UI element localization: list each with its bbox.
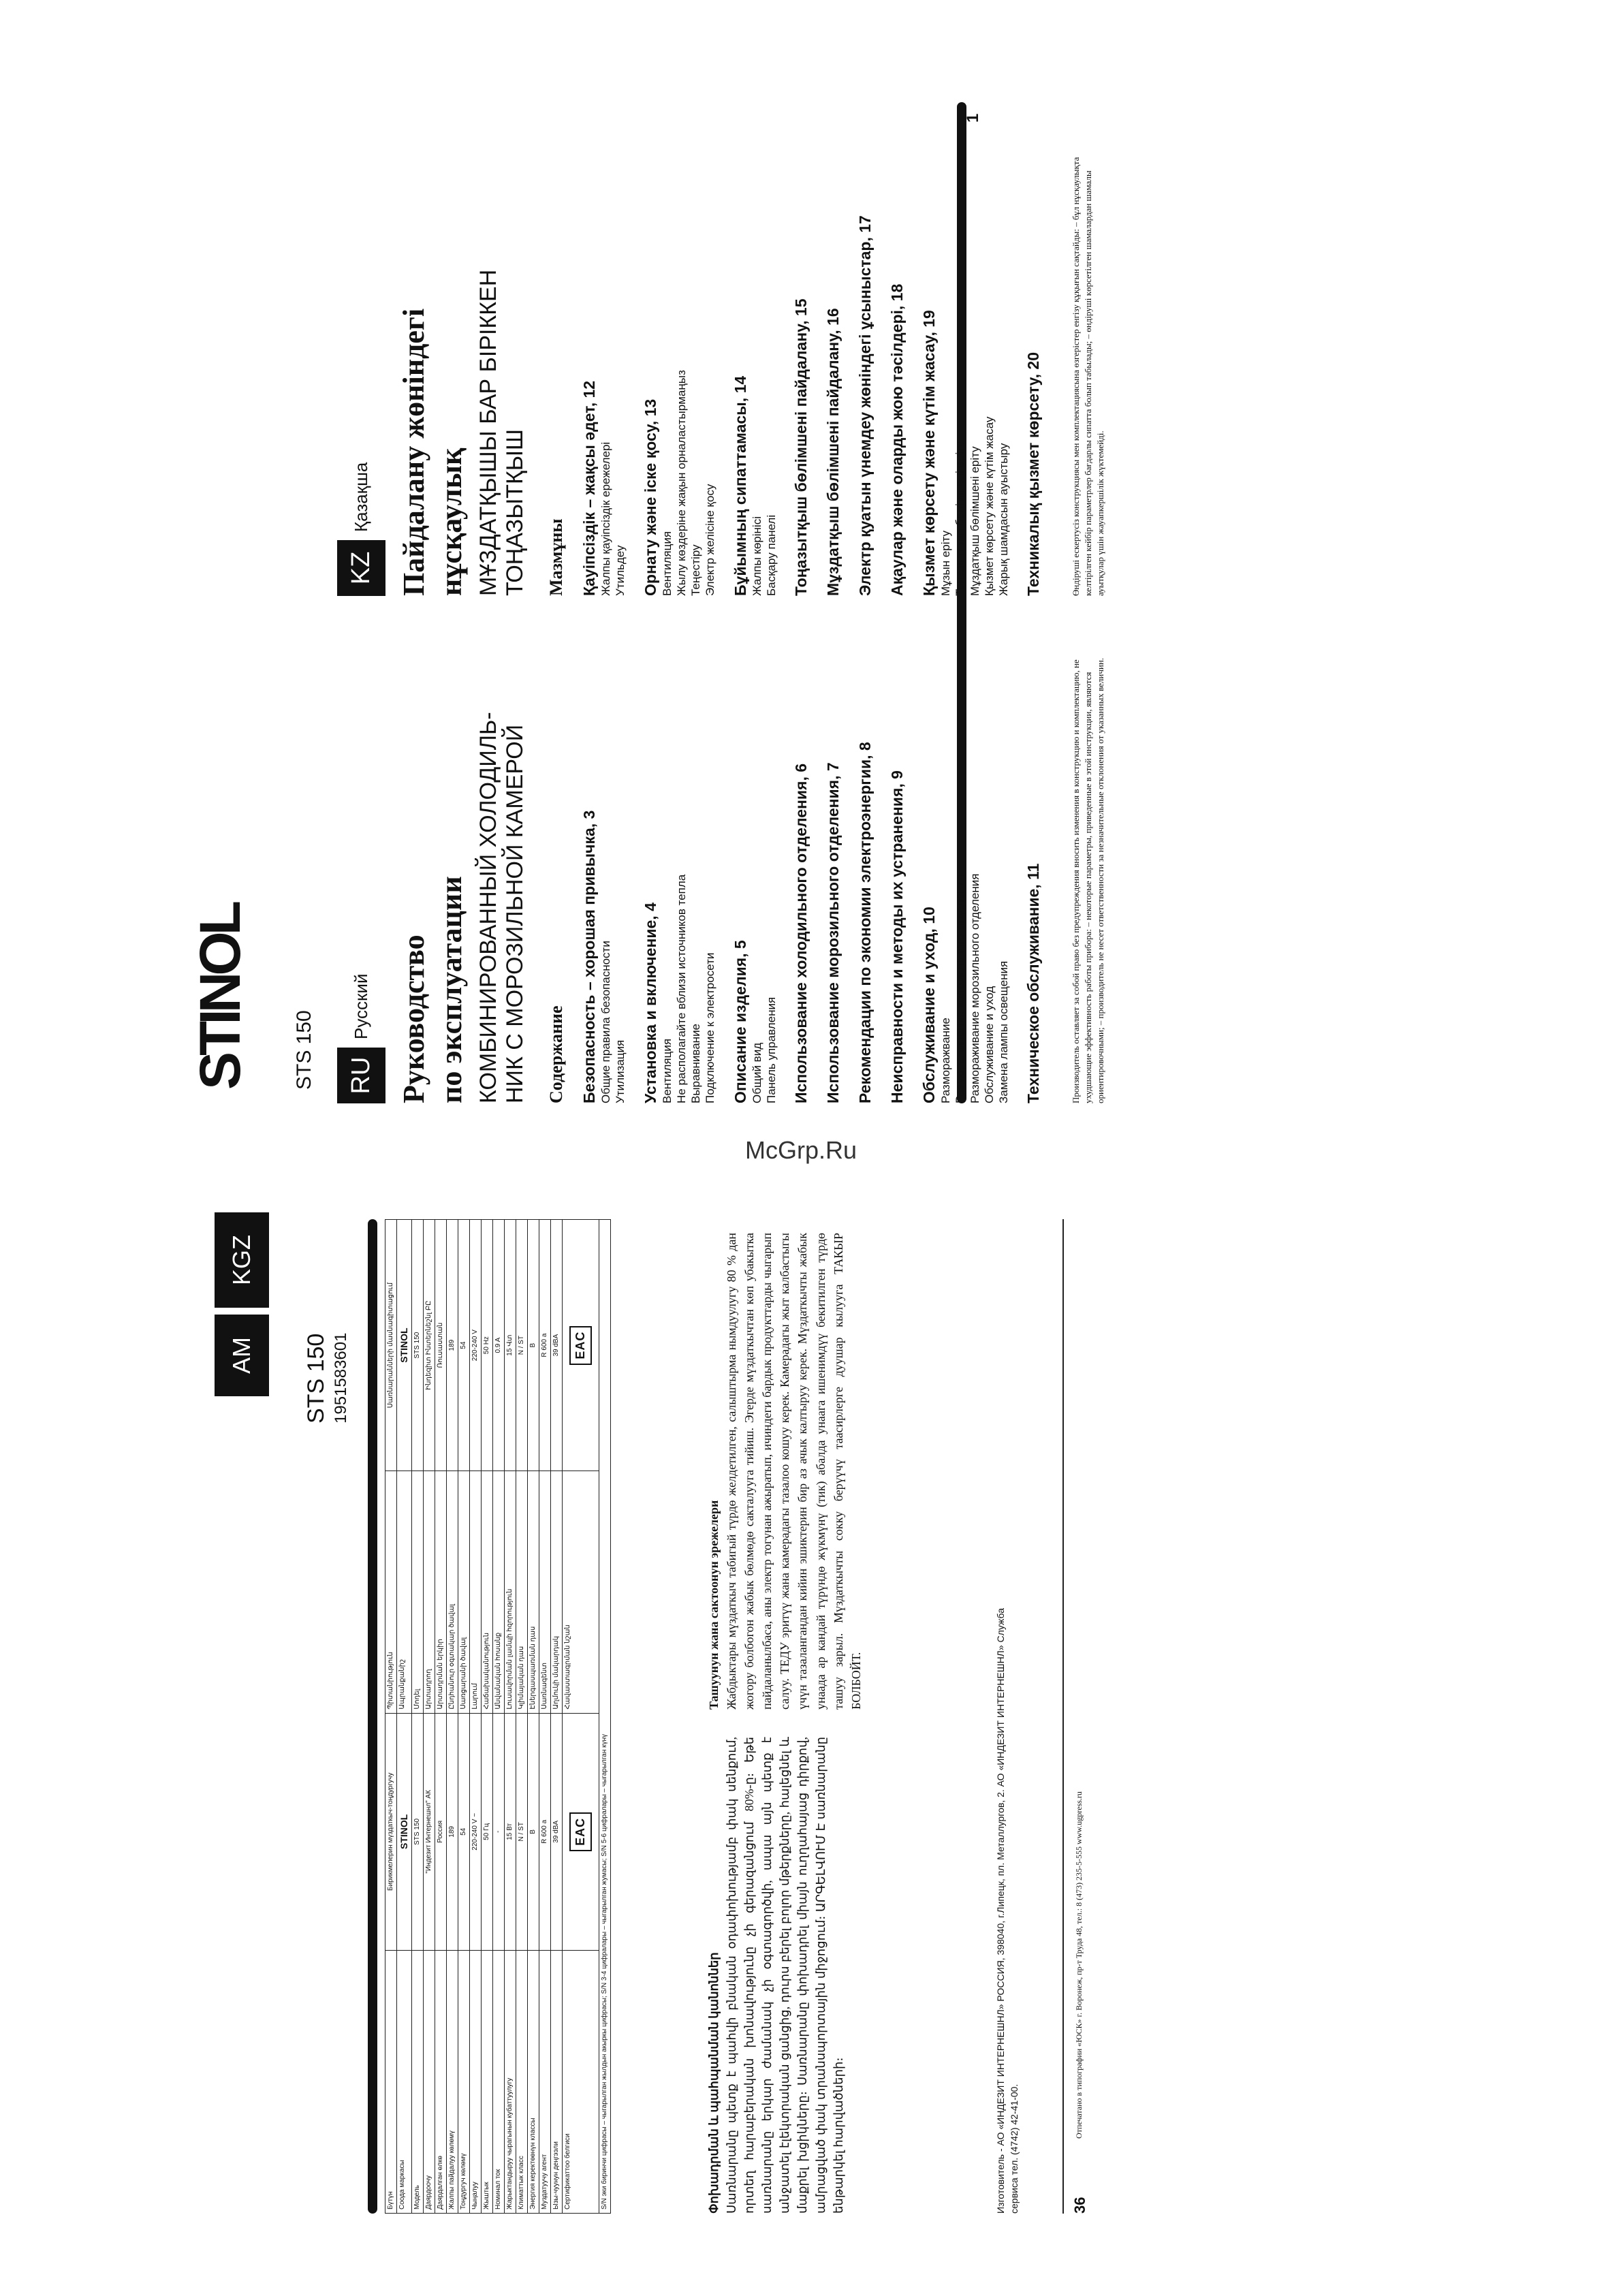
toc-section: Неисправности и методы их устранения, 9 xyxy=(888,770,907,1103)
ru-title-2: по эксплуатации xyxy=(435,876,468,1103)
table-cell: Даярдалган өлкө xyxy=(435,1951,446,2214)
table-header xyxy=(385,1220,397,2214)
table-cell: Россия xyxy=(435,1713,446,1950)
table-cell: N / ST xyxy=(516,1713,527,1950)
top-rule xyxy=(368,1219,377,2214)
toc-section: Обслуживание и уход, 10 xyxy=(920,907,939,1103)
table-cell: 189 xyxy=(446,1713,458,1950)
table-cell: Սառնարանների մասնագիտացում xyxy=(385,1220,397,1471)
table-row xyxy=(469,1220,481,2214)
toc-item: Обслуживание и уход xyxy=(982,986,996,1103)
kz-title-1: Пайдалану жөніндегі xyxy=(397,308,430,596)
table-cell: Աղմուկի մակարդակ xyxy=(550,1471,562,1713)
toc-section: Описание изделия, 5 xyxy=(731,940,749,1103)
toc-item: Тоңазытқыш бөлімшені еріту xyxy=(954,441,967,596)
table-cell: Ызы-чуунун деңгээли xyxy=(550,1951,562,2214)
toc-section: Тоңазытқыш бөлімшені пайдалану, 15 xyxy=(792,298,810,596)
toc-section: Электр қуатын үнемдеу жөніндегі ұсыныстар, 17 xyxy=(856,215,874,596)
table-cell: Жыштык xyxy=(481,1951,492,2214)
table-cell: N / ST xyxy=(516,1220,527,1471)
table-cell: Номинал ток xyxy=(492,1951,504,2214)
table-cell: Հաճախականություն xyxy=(481,1471,492,1713)
toc-item: Утилизация xyxy=(614,1039,627,1103)
table-cell: 220-240 V ~ xyxy=(469,1713,481,1950)
toc-item: Не располагайте вблизи источников тепла xyxy=(674,874,688,1103)
ru-lang-name: Русский xyxy=(351,973,371,1039)
ru-title-1: Руководство xyxy=(397,934,430,1103)
ru-subtitle-2: НИК С МОРОЗИЛЬНОЙ КАМЕРОЙ xyxy=(502,724,529,1103)
table-row xyxy=(435,1220,446,2214)
am-badge: AM xyxy=(215,1315,269,1396)
toc-section: Техническое обслуживание, 11 xyxy=(1024,863,1043,1103)
kz-footnote: Өндіруші ескертусіз конструкциясы мен комплектациясына өзгерістер енгізу құқығын сақтайды: – бұл нұсқаулықта келтірілген кейбір параметрлер бағдарлы сипатта болып табылады; – өндіруші көрсетілген шамалардан шамалы ауытқулар үшін жауапкершілік жүктемейді. xyxy=(1071,157,1105,596)
am-heading: Փոխադրման և պահպանման կանոններ xyxy=(707,1952,721,2214)
toc-item: Общий вид xyxy=(750,1042,763,1103)
toc-section: Рекомендации по экономии электроэнергии, 8 xyxy=(856,742,874,1103)
table-cell: Бирикмелерин мүздаткыч-тоңдургучу xyxy=(385,1713,397,1950)
table-cell: Соода маркасы xyxy=(397,1951,412,2214)
model-label-left: STS 150 xyxy=(303,1333,329,1424)
toc-item: Мұзын еріту xyxy=(939,531,953,596)
toc-section: Использование морозильного отделения, 7 xyxy=(824,762,842,1103)
table-cell: STS 150 xyxy=(411,1220,423,1471)
table-cell: B xyxy=(527,1713,539,1950)
table-row xyxy=(397,1220,412,2214)
print-line: Отпечатано в типографии «ЮСК» г. Воронеж, пр-т Труда 48, тел.: 8 (473) 235-5-555 www.ugpress.ru xyxy=(1074,1791,1084,2139)
toc-item: Размораживание морозильного отделения xyxy=(968,873,981,1103)
footer-rule xyxy=(1062,1219,1064,2214)
eac-cell xyxy=(562,1220,599,1471)
table-row xyxy=(550,1220,562,2214)
table-cell: Ռուսաստան xyxy=(435,1220,446,1471)
table-cell: Даярдоочу xyxy=(423,1951,435,2214)
table-cell: R 600 a xyxy=(539,1220,550,1471)
table-cell: Հավաստագրման նշան xyxy=(562,1471,599,1713)
toc-item: Электр желісіне қосу xyxy=(704,484,717,596)
table-cell: 189 xyxy=(446,1220,458,1471)
table-cell: 15 Вт xyxy=(504,1713,516,1950)
producer-info: Изготовитель - АО «ИНДЕЗИТ ИНТЕРНЕШНЛ» РОССИЯ, 398040, г.Липецк, пл. Металлургов, 2. АО «ИНДЕЗИТ ИНТЕРНЕШНЛ» Служба сервиса тел. (4742) 42-41-00. xyxy=(995,1608,1020,2214)
table-cell: Էներգասպառման դաս xyxy=(527,1471,539,1713)
toc-section: Использование холодильного отделения, 6 xyxy=(792,763,810,1103)
toc-section: Орнату және іске қосу, 13 xyxy=(641,398,659,596)
table-row xyxy=(423,1220,435,2214)
table-cell: 50 Hz xyxy=(481,1220,492,1471)
kz-subtitle-1: МҰЗДАТҚЫШЫ БАР БІРІККЕН xyxy=(475,269,501,596)
toc-section: Мұздатқыш бөлімшені пайдалану, 16 xyxy=(824,308,842,596)
table-cell: Ընդհանուր օգտակար ծավալ xyxy=(446,1471,458,1713)
page-number-left: 36 xyxy=(1071,2197,1088,2214)
table-cell: Чыңалуу xyxy=(469,1951,481,2214)
table-cell: 15 Վտ xyxy=(504,1220,516,1471)
table-cell: 54 xyxy=(458,1220,469,1471)
table-cell: Սառցարանի ծավալ xyxy=(458,1471,469,1713)
kz-toc xyxy=(580,106,1043,596)
table-cell: Լուսավորման լամպի հզորություն xyxy=(504,1471,516,1713)
kz-subtitle-2: ТОҢАЗЫТҚЫШ xyxy=(502,428,529,596)
ru-badge: RU xyxy=(337,1048,385,1103)
table-cell: Климаттык класс xyxy=(516,1951,527,2214)
table-cell: 0.9 A xyxy=(492,1220,504,1471)
toc-item: Выравнивание xyxy=(689,1023,703,1103)
table-cell: "Индезит Интернешнл" АК xyxy=(423,1713,435,1950)
toc-item: Вентиляция xyxy=(660,1038,674,1103)
kgz-paragraph: Жабдыктары мүздаткыч табигый түрдө желдетилген, салыштырма нымдуулугу 80 % дан жогору болбогон жабык бөлмөдө сакталууга тийиш. Эгерде мүздаткычтан көп убакытка пайдаланылбаса, аны электр тогунан ажыратып, ичиндеги бардык продукттарды чыгарып салуу. ТЕДУ эритүү жана камерадагы тазалоо кошуу керек. Камерадагы жыт калбастыгы үчүн тазалангандан кийин эшиктерин бир аз ачык калтыруу керек. Мүздаткычты жабык унаада ар кандай түрүндө жүкмүнү (тик) абалда унаага ишенимдүү бекитилген түрдө ташуу зарыл. Мүздаткычты сокку берүүчү таасирлерге дуушар кылууга ТАКЫР БОЛБОЙТ. xyxy=(725,1233,863,1710)
table-cell: Тоңдургуч көлөмү xyxy=(458,1951,469,2214)
toc-item: Теңестіру xyxy=(689,544,703,596)
toc-item: Жалпы қауіпсіздік ережелері xyxy=(599,441,613,596)
toc-item: Мұздатқыш бөлімшені еріту xyxy=(968,446,981,596)
table-cell: B xyxy=(527,1220,539,1471)
toc-item: Размораживание холодильного отделения xyxy=(954,874,967,1103)
table-cell: Бүтүн xyxy=(385,1951,397,2214)
table-cell: 39 dBA xyxy=(550,1713,562,1950)
am-paragraph: Սառնարանը պետք է պահվի բնական օդափոխությամբ փակ սենքում, որտեղ հարաբերական խոնավությունը չի գերազանցում 80%-ը։ Եթե սառնարանը երկար ժամանակ չի օգտագործվի, ապա այն պետք է անջատել էլեկտրական ցանցից, դուրս բերել բոլոր մթերքները, հալեցնել և մաքրել խցիկները։ Սառնարանը փոխադրել միայն ուղղահայաց դիրքով, ամրացված փակ տրանսպորտային միջոցում։ ԱՐԳԵԼՎՈՒՄ Է սառնարանը ենթարկել հարվածների։ xyxy=(725,1737,845,2214)
table-row xyxy=(599,1220,611,2214)
toc-item: Жалпы көрінісі xyxy=(750,516,763,596)
kz-lang-name: Қазақша xyxy=(351,462,371,532)
table-cell: 39 dBA xyxy=(550,1220,562,1471)
table-cell: STS 150 xyxy=(411,1713,423,1950)
table-cell: STINOL xyxy=(397,1220,412,1471)
table-cell: Сертификаттоо белгиси xyxy=(562,1951,599,2214)
table-cell: Արտադրման երկիր xyxy=(435,1471,446,1713)
ru-toc xyxy=(580,613,1043,1103)
table-cell: R 600 a xyxy=(539,1713,550,1950)
eac-cell xyxy=(562,1713,599,1950)
watermark: McGrp.Ru xyxy=(745,1136,857,1164)
product-code: 1951583601 xyxy=(332,1332,350,1424)
table-cell: Սառնագենտ xyxy=(539,1471,550,1713)
toc-section: Безопасность – хорошая привычка, 3 xyxy=(580,810,599,1103)
serial-note: S/N эки биринчи цифрасы – чыгарылган жылдын акыркы цифрасы; S/N 3-4 цифралары – чыгарылган жумасы; S/N 5-6 цифралары – чыгарылган күнү xyxy=(599,1220,611,2214)
ru-column xyxy=(337,613,1106,1103)
kz-title-2: нұсқаулық xyxy=(435,447,468,596)
toc-item: Разморажвание xyxy=(939,1018,953,1103)
page-number: 1 xyxy=(964,113,982,123)
table-cell: Պիտանիություն xyxy=(385,1471,397,1713)
table-row xyxy=(411,1220,423,2214)
table-row xyxy=(458,1220,469,2214)
toc-item: Замена лампы освещения xyxy=(997,960,1011,1103)
toc-item: Вентиляция xyxy=(660,531,674,596)
table-cell: Жалпы пайдалуу көлөмү xyxy=(446,1951,458,2214)
kgz-heading: Ташуунун жана сактоонун эрежелери xyxy=(707,1500,721,1710)
toc-item: Панель управления xyxy=(764,996,778,1103)
table-row xyxy=(492,1220,504,2214)
kz-contents-heading: Мазмұны xyxy=(546,518,567,596)
am-text-block xyxy=(705,1737,847,2214)
table-row xyxy=(516,1220,527,2214)
toc-section: Техникалық қызмет көрсету, 20 xyxy=(1024,352,1043,596)
right-page xyxy=(174,109,1369,1103)
table-row xyxy=(504,1220,516,2214)
kgz-badge: KGZ xyxy=(215,1212,269,1308)
table-cell: Жарыктандыруу чырагынын кубаттуулугу xyxy=(504,1951,516,2214)
toc-item: Қызмет көрсету және күтім жасау xyxy=(982,416,996,596)
ru-contents-heading: Содержание xyxy=(546,1005,567,1103)
spec-table xyxy=(385,1219,611,2214)
model-label: STS 150 xyxy=(293,1010,315,1090)
toc-section: Қызмет көрсету және күтім жасау, 19 xyxy=(920,310,939,596)
table-row xyxy=(527,1220,539,2214)
eac-mark-icon: EAC xyxy=(569,1326,593,1365)
table-cell: Модель xyxy=(411,1951,423,2214)
brand-logo: STINOL xyxy=(188,905,252,1090)
table-row xyxy=(481,1220,492,2214)
ru-footnote: Производитель оставляет за собой право без предупреждения вносить изменения в конструкцию и комплектацию, не ухудшающие эффективность работы прибора: – некоторые параметры, приведенные в этой инструкции, являются ориентировочными; – производитель не несет ответственности за незначительные отклонения от указанных величин. xyxy=(1071,657,1105,1103)
ru-subtitle-1: КОМБИНИРОВАННЫЙ ХОЛОДИЛЬ- xyxy=(475,712,501,1103)
toc-item: Подключение к электросети xyxy=(704,952,717,1103)
table-row xyxy=(446,1220,458,2214)
table-cell: Энергия керектөөнүн классы xyxy=(527,1951,539,2214)
table-cell: Ինդեզիտ Ինտերնեշնլ ԲԸ xyxy=(423,1220,435,1471)
table-cell: 220-240 V xyxy=(469,1220,481,1471)
toc-item: Общие правила безопасности xyxy=(599,941,613,1103)
toc-section: Қауіпсіздік – жақсы әдет, 12 xyxy=(580,380,599,596)
table-row xyxy=(539,1220,550,2214)
toc-item: Утильдеу xyxy=(614,545,627,596)
toc-section: Установка и включение, 4 xyxy=(641,902,659,1103)
toc-item: Басқару панелі xyxy=(764,514,778,596)
table-row xyxy=(562,1220,599,2214)
kz-column xyxy=(337,106,1106,596)
table-cell: 54 xyxy=(458,1713,469,1950)
table-cell: Արտադրող xyxy=(423,1471,435,1713)
eac-mark-icon: EAC xyxy=(569,1812,593,1851)
toc-item: Жылу көздеріне жақын орналастырмаңыз xyxy=(674,370,688,596)
table-cell: Լարում xyxy=(469,1471,481,1713)
kz-badge: KZ xyxy=(337,540,385,596)
table-cell: STINOL xyxy=(397,1713,412,1950)
table-cell: Կլիմայական դաս xyxy=(516,1471,527,1713)
kgz-text-block xyxy=(705,1233,865,1710)
table-cell: 50 Гц xyxy=(481,1713,492,1950)
table-cell: Անվանական հոսանք xyxy=(492,1471,504,1713)
table-cell: Մոդել xyxy=(411,1471,423,1713)
toc-section: Бұйымның сипаттамасы, 14 xyxy=(731,375,749,596)
toc-item: Жарық шамдасын ауыстыру xyxy=(997,443,1011,596)
table-cell: Ապրանքանիշ xyxy=(397,1471,412,1713)
left-page xyxy=(227,1219,1526,2241)
toc-section: Ақаулар және оларды жою тәсілдері, 18 xyxy=(888,283,907,596)
table-cell: Муздатуучу агент xyxy=(539,1951,550,2214)
table-cell: - xyxy=(492,1713,504,1950)
